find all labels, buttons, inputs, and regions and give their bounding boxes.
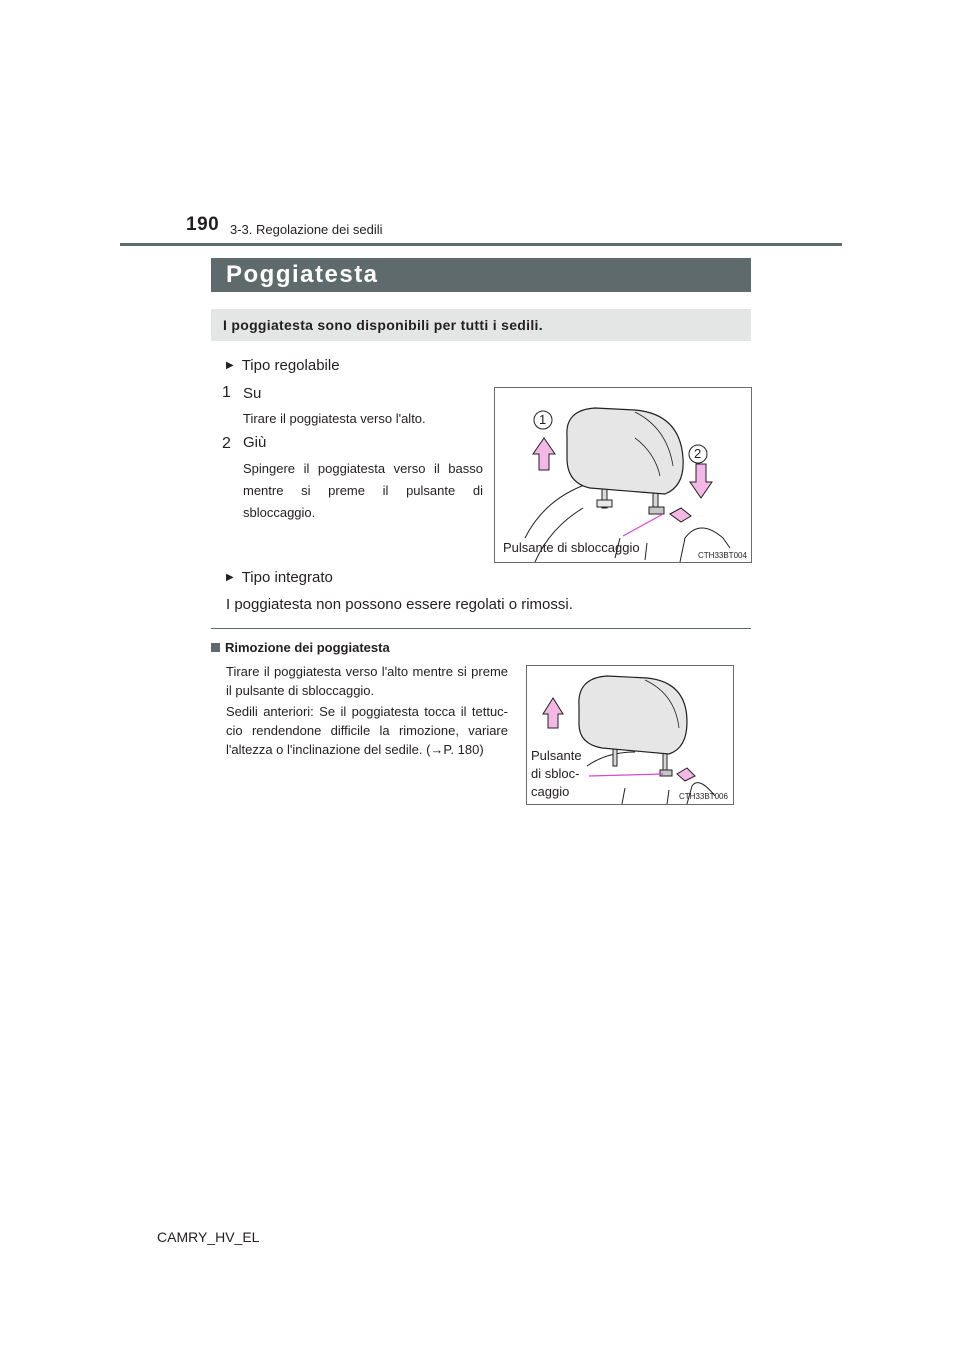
bullet-integrated-label: Tipo integrato bbox=[241, 569, 333, 586]
removal-heading bbox=[211, 640, 390, 655]
headrest-illustration bbox=[495, 388, 751, 562]
removal-paragraph-2: Sedili anteriori: Se il poggiatesta tocca il tettuc-cio rendendone difficile la rimozione, variare l'altezza o l'inclinazione del sedile. (→P. 180) bbox=[226, 704, 508, 757]
unlock-button-label-line-1: Pulsante bbox=[531, 748, 582, 763]
step-1-description: Tirare il poggiatesta verso l'alto. bbox=[243, 411, 426, 426]
header-divider bbox=[120, 243, 842, 246]
unlock-button-label-line-2: di sbloc- bbox=[531, 766, 580, 781]
intro-box bbox=[211, 309, 751, 341]
section-divider bbox=[211, 628, 751, 629]
bullet-adjustable-label: Tipo regolabile bbox=[241, 357, 340, 374]
unlock-button-label-line-3: caggio bbox=[531, 784, 570, 799]
intro-text: I poggiatesta sono disponibili per tutti i sedili. bbox=[223, 317, 543, 333]
headrest-adjust-figure bbox=[494, 387, 752, 563]
headrest-removal-figure bbox=[526, 665, 734, 805]
step-1-title: Su bbox=[243, 385, 262, 402]
step-1-number: 1 bbox=[222, 384, 231, 401]
section-label: 3-3. Regolazione dei sedili bbox=[230, 222, 383, 237]
bullet-triangle-icon: ▶ bbox=[226, 360, 234, 371]
callout-2: 2 bbox=[694, 446, 702, 461]
step-2-number: 2 bbox=[222, 435, 231, 452]
title-bar bbox=[211, 258, 751, 292]
page-title: Poggiatesta bbox=[226, 261, 379, 288]
figure-code: CTH33BT004 bbox=[698, 551, 747, 560]
bullet-triangle-icon: ▶ bbox=[226, 572, 234, 583]
bullet-integrated bbox=[226, 569, 333, 586]
removal-heading-text: Rimozione dei poggiatesta bbox=[225, 640, 390, 655]
integrated-text: I poggiatesta non possono essere regolati o rimossi. bbox=[226, 596, 573, 613]
figure-code: CTH33BT006 bbox=[679, 792, 728, 801]
bullet-adjustable bbox=[226, 357, 340, 374]
unlock-button-label: Pulsante di sbloccaggio bbox=[503, 540, 640, 555]
removal-paragraph-1: Tirare il poggiatesta verso l'alto mentre si preme il pulsante di sbloccaggio. bbox=[226, 664, 508, 698]
step-2-title: Giù bbox=[243, 434, 267, 451]
step-2-description: Spingere il poggiatesta verso il basso mentre si preme il pulsante di sbloccaggio. bbox=[243, 461, 483, 520]
footer-model-code: CAMRY_HV_EL bbox=[157, 1229, 260, 1245]
page-number: 190 bbox=[186, 214, 220, 235]
square-bullet-icon bbox=[211, 643, 220, 652]
callout-1: 1 bbox=[539, 412, 547, 427]
